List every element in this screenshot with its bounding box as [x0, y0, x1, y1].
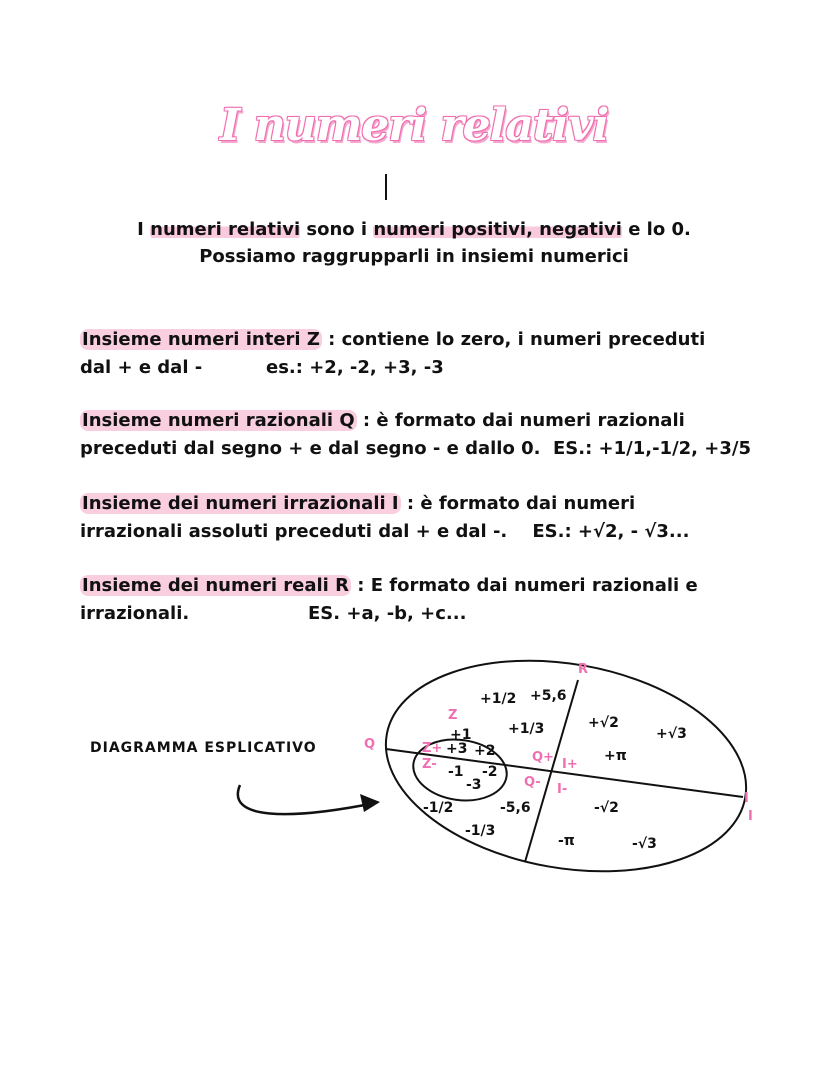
- section-example: ES.: +√2, - √3...: [532, 521, 690, 542]
- section-text: irrazionali.: [80, 603, 190, 624]
- value: +1: [450, 727, 472, 743]
- label-I: I: [744, 791, 749, 806]
- label-Q-minus: Q-: [524, 775, 541, 790]
- section-label: Insieme numeri razionali Q: [82, 410, 355, 431]
- section-text: : E formato dai numeri razionali e: [350, 575, 698, 596]
- section-example: ES. +a, -b, +c...: [308, 603, 467, 624]
- value: +√3: [656, 726, 687, 742]
- arrow-head-icon: [360, 794, 380, 812]
- value: -5,6: [500, 800, 531, 816]
- section-example: es.: +2, -2, +3, -3: [266, 357, 444, 378]
- value: -√3: [632, 836, 657, 852]
- value: -3: [466, 777, 482, 793]
- value: +5,6: [530, 688, 567, 704]
- label-I: I: [748, 809, 753, 824]
- label-Z-plus: Z+: [422, 741, 443, 756]
- value: +2: [474, 743, 496, 759]
- value: +1/3: [508, 721, 545, 737]
- value: -1/2: [423, 800, 454, 816]
- intro-text: sono i: [300, 219, 374, 240]
- section-text: : contiene lo zero, i numeri preceduti: [321, 329, 706, 350]
- section-text: : è formato dai numeri razionali: [356, 410, 685, 431]
- section-text: dal + e dal -: [80, 357, 203, 378]
- section-text: : è formato dai numeri: [400, 493, 636, 514]
- label-I-plus: I+: [562, 757, 578, 772]
- value: +√2: [588, 715, 619, 731]
- diagram-caption: DIAGRAMMA ESPLICATIVO: [90, 740, 317, 756]
- arrow: [238, 785, 375, 814]
- value: -2: [482, 764, 498, 780]
- intro-text: e lo 0.: [621, 219, 691, 240]
- value: +π: [604, 748, 627, 764]
- section-label: Insieme dei numeri reali R: [82, 575, 349, 596]
- section-text: irrazionali assoluti preceduti dal + e dal -.: [80, 521, 508, 542]
- value: -√2: [594, 800, 619, 816]
- highlight: numeri relativi: [150, 219, 301, 240]
- value: +3: [446, 741, 468, 757]
- highlight: numeri positivi, negativi: [373, 219, 622, 240]
- value: -π: [558, 833, 575, 849]
- label-I-minus: I-: [557, 782, 568, 797]
- label-Z: Z: [448, 708, 458, 723]
- section-text: preceduti dal segno + e dal segno - e dallo 0.: [80, 438, 541, 459]
- page-title: I numeri relativi: [219, 100, 609, 151]
- intro-line-2: Possiamo raggrupparli in insiemi numerici: [199, 246, 629, 267]
- intro-text: I: [137, 219, 151, 240]
- label-R: R: [578, 662, 589, 677]
- value: +1/2: [480, 691, 517, 707]
- label-Z-minus: Z-: [422, 757, 437, 772]
- label-Q-plus: Q+: [532, 750, 554, 765]
- section-label: Insieme dei numeri irrazionali I: [82, 493, 399, 514]
- label-Q: Q: [364, 737, 376, 752]
- section-label: Insieme numeri interi Z: [82, 329, 320, 350]
- value: -1: [448, 764, 464, 780]
- section-example: ES.: +1/1,-1/2, +3/5: [552, 438, 751, 459]
- value: -1/3: [465, 823, 496, 839]
